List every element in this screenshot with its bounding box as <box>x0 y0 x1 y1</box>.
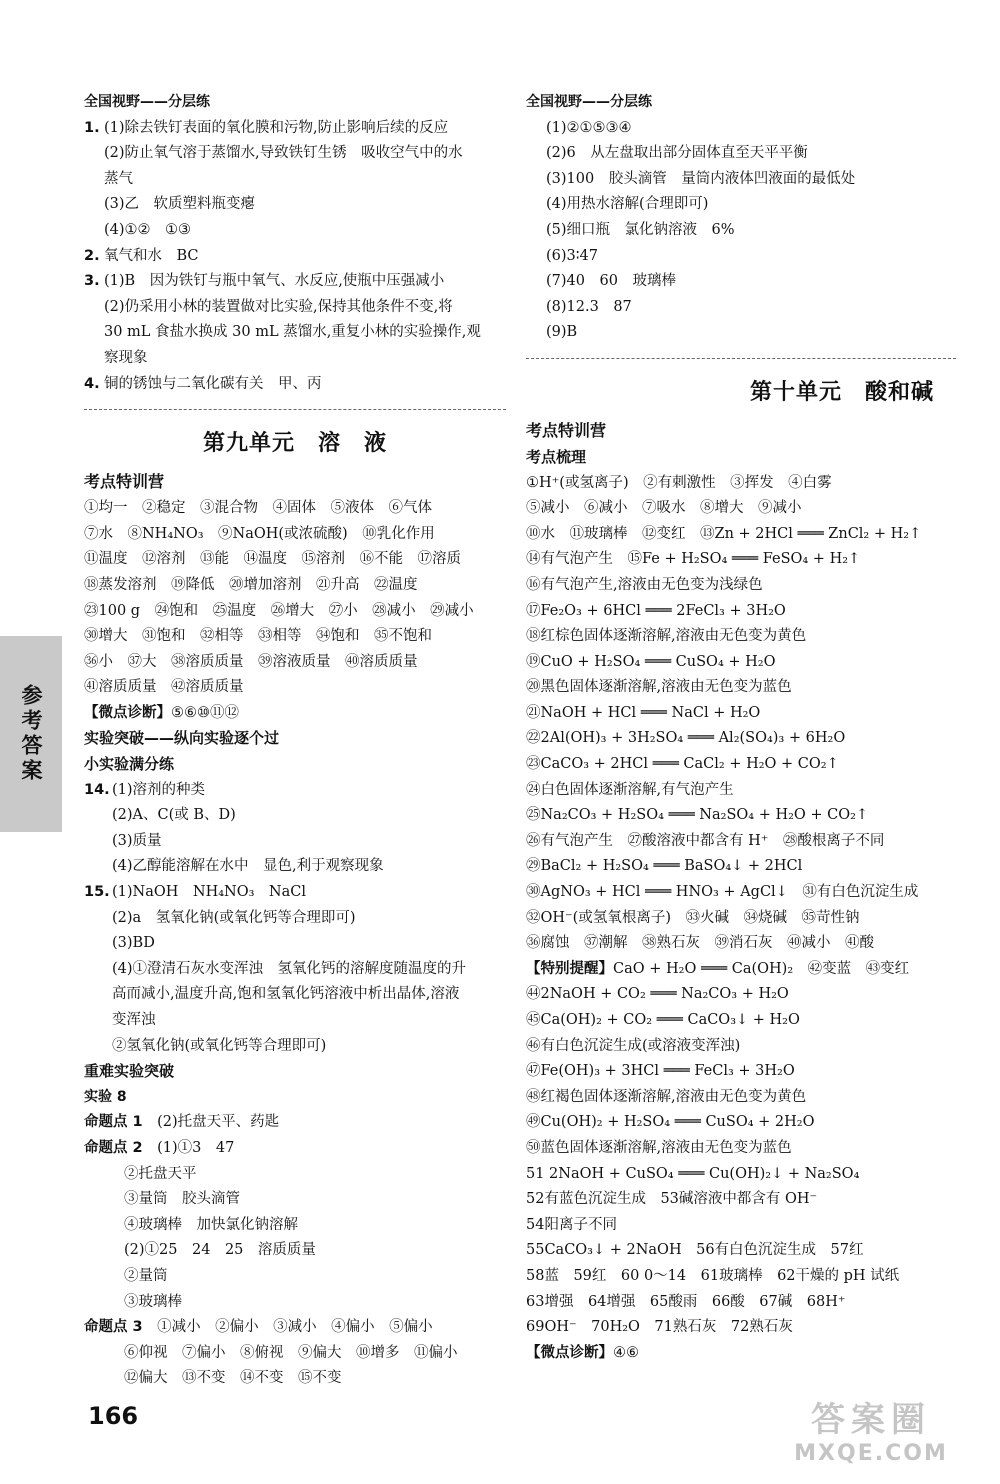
reference-answer-tab: 参考答案 <box>0 636 62 832</box>
answer-line <box>84 854 506 880</box>
answer-line <box>84 931 506 957</box>
answer-text: (2)托盘天平、药匙 <box>142 1114 280 1131</box>
right-kd-sub: 考点梳理 <box>526 447 587 466</box>
answer-text: (1)除去铁钉表面的氧化膜和污物,防止影响后续的反应 <box>104 119 449 136</box>
proposition-label: 命题点 2 <box>84 1139 143 1156</box>
question-number: 1. <box>84 119 100 136</box>
answer-text: ②氢氧化钠(或氧化钙等合理即可) <box>112 1037 327 1054</box>
answer-line <box>84 1162 506 1188</box>
answer-line <box>84 346 506 372</box>
answer-text: (3)BD <box>112 935 155 952</box>
unit-ten-title: 第十单元 酸和碱 <box>749 379 934 405</box>
answer-line: ⑱蒸发溶剂 ⑲降低 ⑳增加溶剂 ㉑升高 ㉒温度 <box>84 576 418 593</box>
answer-line: ㉙BaCl₂ + H₂SO₄ ═══ BaSO₄↓ + 2HCl <box>526 858 803 875</box>
answer-line <box>84 269 506 295</box>
right-diagnosis-text: ④⑥ <box>613 1344 639 1361</box>
watermark-logo <box>756 1400 986 1478</box>
answer-line <box>84 218 506 244</box>
answer-text: (4)①② ①③ <box>104 221 192 238</box>
answer-line <box>84 1290 506 1316</box>
answer-text: ④玻璃棒 加快氯化钠溶解 <box>124 1216 298 1233</box>
answer-line <box>84 1315 506 1341</box>
answer-line <box>84 141 506 167</box>
answer-line <box>84 1213 506 1239</box>
answer-line: ㊻有白色沉淀生成(或溶液变浑浊) <box>526 1037 741 1054</box>
right-diagnosis-tag: 【微点诊断】 <box>526 1344 613 1361</box>
right-column <box>526 90 956 1366</box>
answer-line: ⑩水 ⑪玻璃棒 ⑫变红 ⑬Zn + 2HCl ═══ ZnCl₂ + H₂↑ <box>526 525 922 542</box>
answer-line <box>84 906 506 932</box>
answer-line: ㊽红褐色固体逐渐溶解,溶液由无色变为黄色 <box>526 1088 807 1105</box>
answer-line <box>84 1187 506 1213</box>
answer-text: 察现象 <box>104 349 148 366</box>
answer-line: ㉒2Al(OH)₃ + 3H₂SO₄ ═══ Al₂(SO₄)₃ + 6H₂O <box>526 730 846 747</box>
answer-text: 高而减小,温度升高,饱和氢氧化钙溶液中析出晶体,溶液 <box>112 986 460 1003</box>
left-column <box>84 90 506 1392</box>
experiment-8-label: 实验 8 <box>84 1088 127 1105</box>
answer-line: ㉑NaOH + HCl ═══ NaCl + H₂O <box>526 704 761 721</box>
answer-line: 58蓝 59红 60 0～14 61玻璃棒 62干燥的 pH 试纸 <box>526 1267 900 1284</box>
question-number: 14. <box>84 781 110 798</box>
special-tip-text: CaO + H₂O ═══ Ca(OH)₂ ㊷变蓝 ㊸变红 <box>613 960 910 977</box>
answer-line <box>84 192 506 218</box>
answer-text: (1)溶剂的种类 <box>112 781 206 798</box>
question-number: 2. <box>84 247 100 264</box>
answer-line <box>84 982 506 1008</box>
answer-line: ㉚增大 ㉛饱和 ㉜相等 ㉝相等 ㉞饱和 ㉟不饱和 <box>84 628 432 645</box>
answer-text: (4)乙醇能溶解在水中 显色,利于观察现象 <box>112 858 384 875</box>
answer-text: 蒸气 <box>104 170 133 187</box>
watermark-top: 答案圈 <box>811 1400 931 1440</box>
answer-text: ③玻璃棒 <box>124 1293 182 1310</box>
answer-line: ㊾Cu(OH)₂ + H₂SO₄ ═══ CuSO₄ + 2H₂O <box>526 1114 815 1131</box>
answer-line: ⑱红棕色固体逐渐溶解,溶液由无色变为黄色 <box>526 628 807 645</box>
answer-line: ㊶溶质质量 ㊷溶质质量 <box>84 679 244 696</box>
answer-text: (2)a 氢氧化钠(或氧化钙等合理即可) <box>112 909 356 926</box>
left-diagnosis-tag: 【微点诊断】 <box>84 704 171 721</box>
right-intro-answers <box>526 116 956 346</box>
answer-text: (2)①25 24 25 溶质质量 <box>124 1242 316 1259</box>
answer-line: ㊺Ca(OH)₂ + CO₂ ═══ CaCO₃↓ + H₂O <box>526 1012 800 1028</box>
answer-line <box>84 167 506 193</box>
answer-line: (2)6 从左盘取出部分固体直至天平平衡 <box>546 145 808 162</box>
page-number: 166 <box>88 1402 139 1430</box>
answer-line: 55CaCO₃↓ + 2NaOH 56有白色沉淀生成 57红 <box>526 1242 864 1259</box>
left-divider <box>84 409 506 410</box>
answer-line: ⑯有气泡产生,溶液由无色变为浅绿色 <box>526 576 763 593</box>
answer-text: (4)①澄清石灰水变浑浊 氢氧化钙的溶解度随温度的升 <box>112 960 467 977</box>
answer-line: ⑤减小 ⑥减小 ⑦吸水 ⑧增大 ⑨减小 <box>526 500 802 517</box>
answer-line: 69OH⁻ 70H₂O 71熟石灰 72熟石灰 <box>526 1319 793 1336</box>
answer-line: (3)100 胶头滴管 量筒内液体凹液面的最低处 <box>546 170 856 187</box>
answer-text: (2)仍采用小林的装置做对比实验,保持其他条件不变,将 <box>104 298 453 315</box>
proposition-label: 命题点 3 <box>84 1319 143 1336</box>
answer-line <box>84 957 506 983</box>
left-section-kd: 考点特训营 <box>84 472 165 492</box>
answer-line: (1)②①⑤③④ <box>546 119 632 136</box>
right-section-kd: 考点特训营 <box>526 420 607 440</box>
exp-heading: 实验突破——纵向实验逐个过 <box>84 729 280 748</box>
answer-line: ⑰Fe₂O₃ + 6HCl ═══ 2FeCl₃ + 3H₂O <box>526 602 786 619</box>
answer-line <box>84 1008 506 1034</box>
answer-line: ①均一 ②稳定 ③混合物 ④固体 ⑤液体 ⑥气体 <box>84 500 432 517</box>
answer-line <box>84 295 506 321</box>
special-tip-line <box>526 957 956 983</box>
watermark-bottom: MXQE.COM <box>794 1441 948 1466</box>
answer-line: ㉔白色固体逐渐溶解,有气泡产生 <box>526 781 734 798</box>
answer-text: 氧气和水 BC <box>104 247 199 264</box>
left-intro-answers <box>84 116 506 398</box>
answer-line: ㉓100 g ㉔饱和 ㉕温度 ㉖增大 ㉗小 ㉘减小 ㉙减小 <box>84 602 474 619</box>
answer-line: (7)40 60 玻璃棒 <box>546 273 676 290</box>
answer-line: (6)3∶47 <box>546 247 598 264</box>
answer-line: ㉖有气泡产生 ㉗酸溶液中都含有 H⁺ ㉘酸根离子不同 <box>526 832 885 849</box>
unit-nine-title: 第九单元 溶 液 <box>202 431 387 457</box>
answer-line: (5)细口瓶 氯化钠溶液 6% <box>546 221 735 238</box>
answer-line: ⑭有气泡产生 ⑮Fe + H₂SO₄ ═══ FeSO₄ + H₂↑ <box>526 551 861 568</box>
answer-line <box>84 803 506 829</box>
left-diagnosis <box>84 701 506 727</box>
answer-line <box>84 829 506 855</box>
answer-line: ㉕Na₂CO₃ + H₂SO₄ ═══ Na₂SO₄ + H₂O + CO₂↑ <box>526 807 869 824</box>
answer-text: (1)①3 47 <box>142 1139 235 1156</box>
question-number: 3. <box>84 273 100 290</box>
answer-line: (9)B <box>546 324 578 341</box>
answer-text: (2)防止氧气溶于蒸馏水,导致铁钉生锈 吸收空气中的水 <box>104 145 463 162</box>
answer-text: (1)B 因为铁钉与瓶中氧气、水反应,使瓶中压强减小 <box>104 273 445 290</box>
special-tip-tag: 【特别提醒】 <box>526 960 613 977</box>
right-intro-heading: 全国视野——分层练 <box>526 94 652 110</box>
answer-text: (2)A、C(或 B、D) <box>112 807 236 824</box>
answer-line <box>84 1110 506 1136</box>
answer-line <box>84 1366 506 1392</box>
answer-text: ⑫偏大 ⑬不变 ⑭不变 ⑮不变 <box>124 1370 342 1387</box>
left-proposition-answers <box>84 1110 506 1392</box>
answer-line: (4)用热水溶解(合理即可) <box>546 196 709 213</box>
answer-line <box>84 1264 506 1290</box>
answer-line <box>84 372 506 398</box>
left-intro-heading: 全国视野——分层练 <box>84 94 210 110</box>
answer-line: ㊼Fe(OH)₃ + 3HCl ═══ FeCl₃ + 3H₂O <box>526 1063 795 1080</box>
left-kd-answers <box>84 496 506 701</box>
right-divider <box>526 358 956 359</box>
answer-text: ③量筒 胶头滴管 <box>124 1191 240 1208</box>
answer-line: ㉚AgNO₃ + HCl ═══ HNO₃ + AgCl↓ ㉛有白色沉淀生成 <box>526 884 919 901</box>
answer-text: 30 mL 食盐水换成 30 mL 蒸馏水,重复小林的实验操作,观 <box>104 324 481 341</box>
answer-line: ⑪温度 ⑫溶剂 ⑬能 ⑭温度 ⑮溶剂 ⑯不能 ⑰溶质 <box>84 551 461 568</box>
answer-line: ①H⁺(或氢离子) ②有刺激性 ③挥发 ④白雾 <box>526 474 832 491</box>
answer-text: (3)乙 软质塑料瓶变瘪 <box>104 196 256 213</box>
proposition-label: 命题点 1 <box>84 1114 143 1131</box>
answer-line: 52有蓝色沉淀生成 53碱溶液中都含有 OH⁻ <box>526 1191 818 1208</box>
answer-line: ⑦水 ⑧NH₄NO₃ ⑨NaOH(或浓硫酸) ⑩乳化作用 <box>84 525 435 542</box>
answer-text: (3)质量 <box>112 832 162 849</box>
answer-line: ⑲CuO + H₂SO₄ ═══ CuSO₄ + H₂O <box>526 653 776 670</box>
answer-line <box>84 1238 506 1264</box>
right-diagnosis <box>526 1341 956 1367</box>
answer-line <box>84 320 506 346</box>
answer-line: ㊱小 ㊲大 ㊳溶质质量 ㊴溶液质量 ㊵溶质质量 <box>84 653 418 670</box>
answer-text: ②量筒 <box>124 1267 168 1284</box>
left-diagnosis-text: ⑤⑥⑩⑪⑫ <box>171 704 239 721</box>
answer-line <box>84 116 506 142</box>
answer-line <box>84 778 506 804</box>
left-question-answers <box>84 778 506 1060</box>
small-exp-heading: 小实验满分练 <box>84 755 175 774</box>
answer-line <box>84 880 506 906</box>
answer-line: 51 2NaOH + CuSO₄ ═══ Cu(OH)₂↓ + Na₂SO₄ <box>526 1165 860 1182</box>
question-number: 15. <box>84 884 110 901</box>
answer-line: ㉜OH⁻(或氢氧根离子) ㉝火碱 ㉞烧碱 ㉟苛性钠 <box>526 909 860 926</box>
answer-line: ㊹2NaOH + CO₂ ═══ Na₂CO₃ + H₂O <box>526 986 789 1003</box>
answer-line <box>84 1341 506 1367</box>
answer-text: 铜的锈蚀与二氧化碳有关 甲、丙 <box>104 375 322 392</box>
answer-line <box>84 1136 506 1162</box>
answer-text: ①减小 ②偏小 ③减小 ④偏小 ⑤偏小 <box>142 1319 433 1336</box>
answer-line <box>84 244 506 270</box>
answer-text: 变浑浊 <box>112 1012 156 1028</box>
answer-line: ⑳黑色固体逐渐溶解,溶液由无色变为蓝色 <box>526 679 792 696</box>
answer-line: ㊿蓝色固体逐渐溶解,溶液由无色变为蓝色 <box>526 1139 792 1156</box>
answer-line: ㉓CaCO₃ + 2HCl ═══ CaCl₂ + H₂O + CO₂↑ <box>526 756 839 773</box>
answer-line <box>84 1034 506 1060</box>
answer-line: ㊱腐蚀 ㊲潮解 ㊳熟石灰 ㊴消石灰 ㊵减小 ㊶酸 <box>526 935 874 952</box>
right-kd-answers <box>526 471 956 1341</box>
answer-text: ②托盘天平 <box>124 1165 197 1182</box>
answer-text: (1)NaOH NH₄NO₃ NaCl <box>112 884 307 901</box>
hard-exp-heading: 重难实验突破 <box>84 1062 175 1081</box>
answer-line: 54阳离子不同 <box>526 1216 617 1233</box>
question-number: 4. <box>84 375 100 392</box>
answer-line: 63增强 64增强 65酸雨 66酸 67碱 68H⁺ <box>526 1293 846 1310</box>
answer-line: (8)12.3 87 <box>546 298 632 315</box>
answer-text: ⑥仰视 ⑦偏小 ⑧俯视 ⑨偏大 ⑩增多 ⑪偏小 <box>124 1344 458 1361</box>
